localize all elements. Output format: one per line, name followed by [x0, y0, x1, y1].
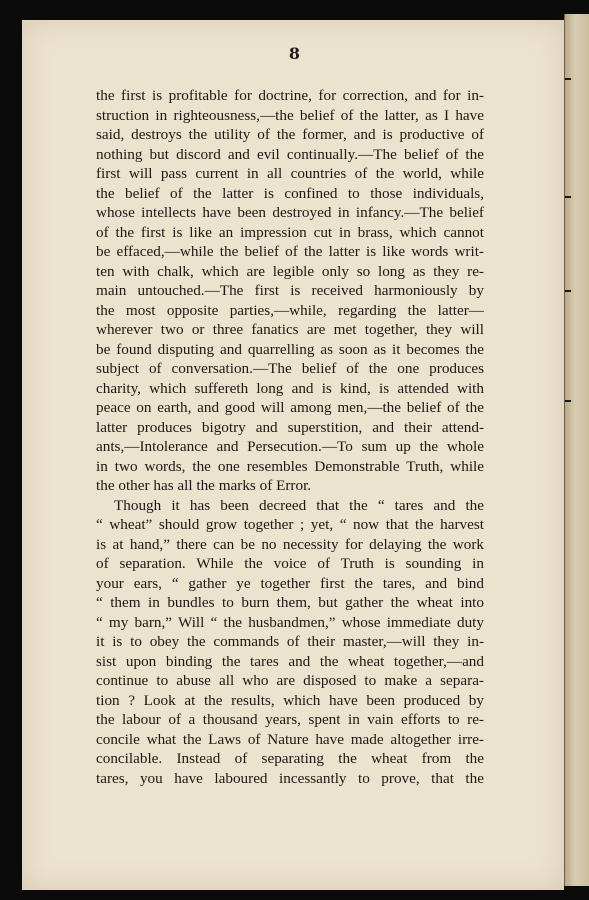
text-line: the other has all the marks of Error. [96, 477, 312, 494]
page-edge-mark [565, 78, 571, 80]
text-line: wherever two or three fanatics are met together, they will [96, 321, 484, 338]
text-line: it is to obey the commands of their master,—will they in- [96, 633, 484, 650]
text-line: “ my barn,” Will “ the husbandmen,” whose immediate duty [96, 613, 484, 631]
text-line: said, destroys the utility of the former, and is productive of [96, 126, 484, 143]
text-line: the most opposite parties,—while, regarding the latter— [96, 301, 484, 319]
text-line: the belief of the latter is confined to those individuals, [96, 184, 484, 202]
text-line: continue to abuse all who are disposed to make a separa- [96, 672, 484, 689]
text-line: first will pass current in all countries of the world, while [96, 165, 484, 182]
text-line: charity, which suffereth long and is kind, is attended with [96, 379, 484, 397]
text-line: struction in righteousness,—the belief of the latter, as I have [96, 106, 484, 124]
page-edge-mark [565, 400, 571, 402]
page-number: 8 [288, 44, 301, 63]
text-line: the first is profitable for doctrine, for correction, and for in- [96, 87, 484, 104]
text-line: is at hand,” there can be no necessity for delaying the work [96, 535, 484, 553]
page-edge-mark [565, 196, 571, 198]
text-line: be found disputing and quarrelling as soon as it becomes the [96, 340, 484, 358]
text-line: peace on earth, and good will among men,—the belief of the [96, 399, 484, 416]
text-line: whose intellects have been destroyed in infancy.—The belief [96, 204, 484, 221]
text-line: of the first is like an impression cut in brass, which cannot [96, 223, 484, 241]
text-line: main untouched.—The first is received harmoniously by [96, 282, 484, 299]
text-line: Though it has been decreed that the “ tares and the [114, 496, 484, 514]
body-text [96, 86, 484, 788]
text-line: sist upon binding the tares and the wheat together,—and [96, 652, 484, 670]
text-line: the labour of a thousand years, spent in vain efforts to re- [96, 711, 484, 728]
text-line: nothing but discord and evil continually.—The belief of the [96, 145, 484, 163]
text-line: “ wheat” should grow together ; yet, “ now that the harvest [96, 516, 484, 533]
text-line: tares, you have laboured incessantly to prove, that the [96, 769, 484, 787]
facing-page-edge [564, 14, 589, 886]
text-line: concilable. Instead of separating the wheat from the [96, 750, 484, 767]
text-line: of separation. While the voice of Truth is sounding in [96, 555, 484, 572]
text-line: your ears, “ gather ye together first the tares, and bind [96, 574, 484, 592]
text-line: be effaced,—while the belief of the latter is like words writ- [96, 243, 484, 260]
text-line: “ them in bundles to burn them, but gather the wheat into [96, 594, 484, 611]
text-line: in two words, the one resembles Demonstrable Truth, while [96, 457, 484, 475]
text-line: tion ? Look at the results, which have been produced by [96, 691, 484, 709]
text-line: latter produces bigotry and superstition, and their attend- [96, 418, 484, 436]
text-line: concile what the Laws of Nature have made altogether irre- [96, 730, 484, 748]
text-line: subject of conversation.—The belief of the one produces [96, 360, 484, 377]
page-edge-mark [565, 290, 571, 292]
text-line: ants,—Intolerance and Persecution.—To sum up the whole [96, 438, 484, 455]
text-line: ten with chalk, which are legible only so long as they re- [96, 262, 484, 280]
